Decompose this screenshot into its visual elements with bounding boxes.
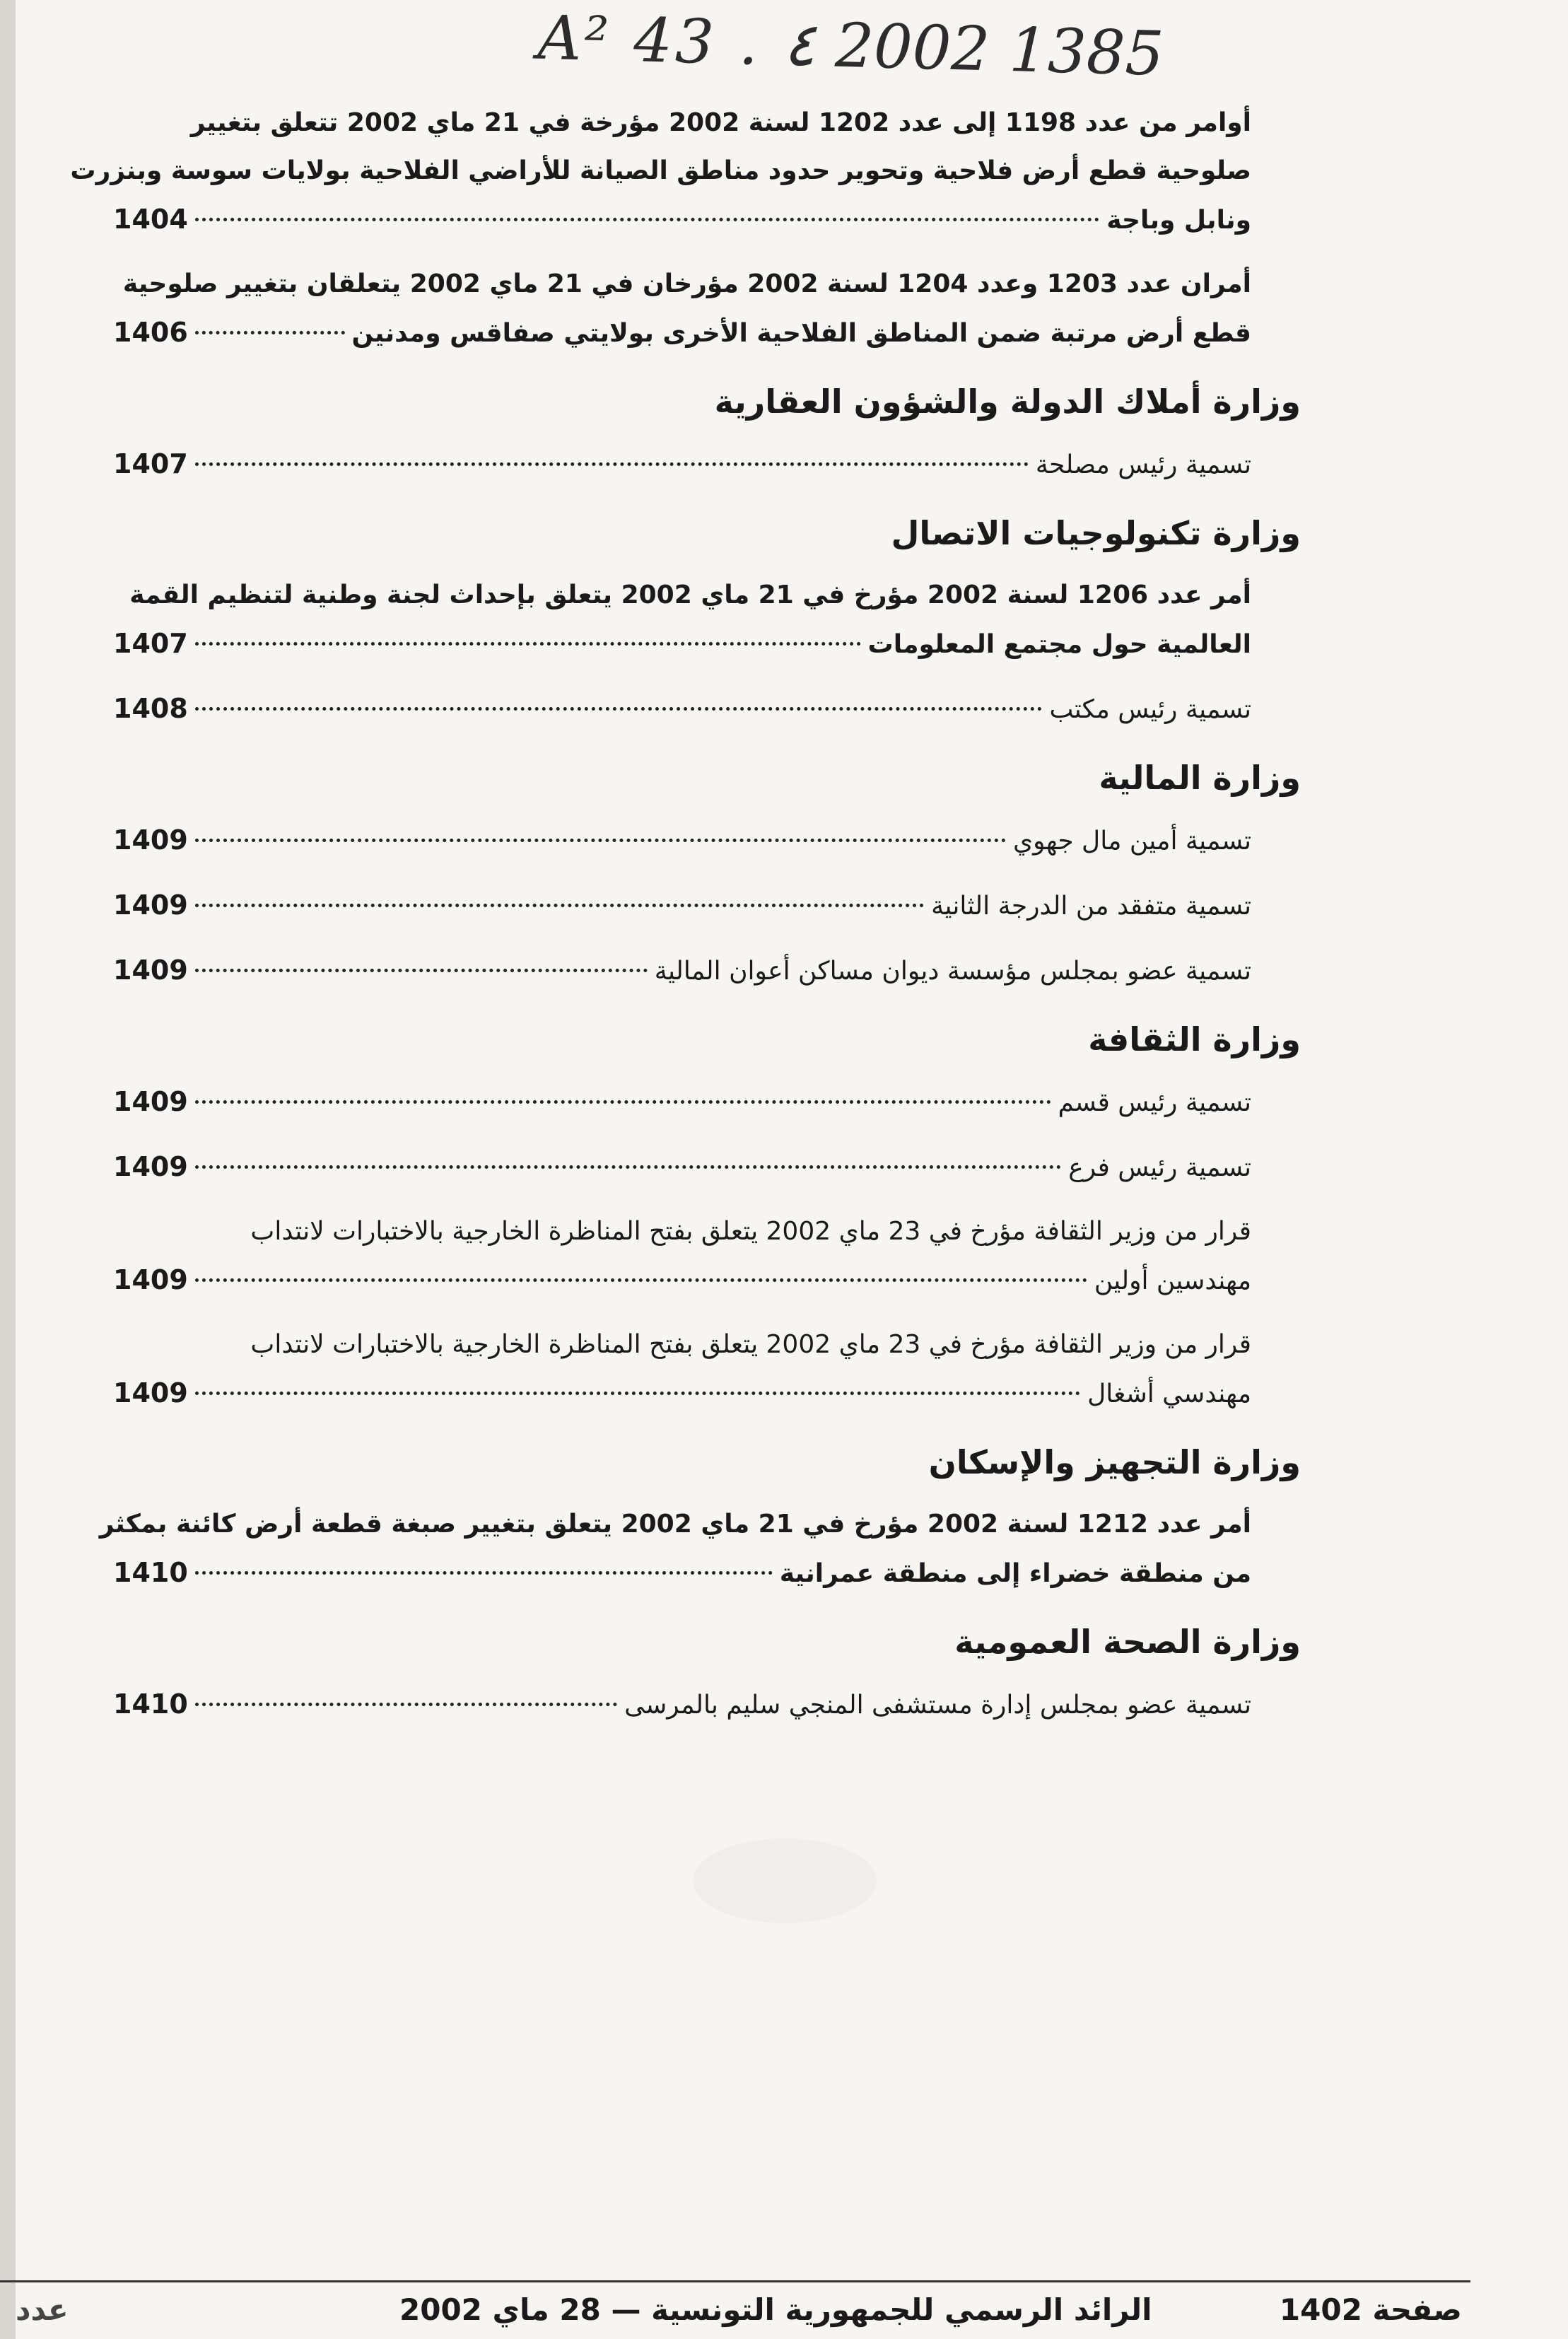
entry-title: تسمية رئيس مكتب (1049, 695, 1251, 724)
toc-entry (113, 1078, 1251, 1127)
handwritten-reference: A² 43 . ٤ 2002 1385 (537, 2, 1165, 90)
entry-leader-line (113, 1256, 1251, 1305)
ministry-heading: وزارة المالية (1099, 759, 1301, 797)
entry-leader-line (113, 881, 1251, 931)
page-footer (0, 2285, 1568, 2335)
entry-title: تسمية متفقد من الدرجة الثانية (931, 892, 1251, 921)
entry-title: تسمية أمين مال جهوي (1012, 827, 1251, 856)
paper-stain (693, 1838, 877, 1923)
entry-leader-line (113, 1369, 1251, 1418)
ministry-heading: وزارة تكنولوجيات الاتصال (891, 514, 1301, 552)
ministry-heading: وزارة الصحة العمومية (954, 1623, 1301, 1661)
dot-leader (195, 218, 1099, 221)
entry-page-number: 1407 (113, 628, 188, 659)
toc-entry (113, 946, 1251, 996)
entry-title: تسمية رئيس فرع (1068, 1153, 1251, 1182)
toc-entry (70, 99, 1251, 245)
dot-leader (195, 707, 1043, 711)
entry-text-line: أمر عدد 1212 لسنة 2002 مؤرخ في 21 ماي 2002 يتعلق بتغيير صبغة قطعة أرض كائنة بمكثر (99, 1510, 1251, 1539)
ministry-heading: وزارة أملاك الدولة والشؤون العقارية (714, 383, 1301, 421)
toc-entry (113, 440, 1251, 489)
entry-title: مهندسين أولين (1094, 1266, 1251, 1295)
entry-title: تسمية رئيس مصلحة (1035, 450, 1251, 479)
entry-title: تسمية عضو بمجلس إدارة مستشفى المنجي سليم بالمرسى (624, 1691, 1251, 1720)
footer-rule (0, 2280, 1470, 2282)
toc-entry (113, 260, 1251, 358)
toc-entry (113, 1680, 1251, 1730)
entry-page-number: 1410 (113, 1557, 188, 1588)
entry-title: ونابل وباجة (1106, 206, 1251, 235)
dot-leader (195, 969, 648, 972)
entry-text-line: قرار من وزير الثقافة مؤرخ في 23 ماي 2002 يتعلق بفتح المناظرة الخارجية بالاختبارات لانتداب (250, 1217, 1251, 1246)
ministry-heading: وزارة الثقافة (1088, 1020, 1301, 1058)
dot-leader (195, 642, 861, 646)
entry-text-line: أوامر من عدد 1198 إلى عدد 1202 لسنة 2002 مؤرخة في 21 ماي 2002 تتعلق بتغيير (190, 108, 1251, 137)
table-of-contents (70, 99, 1301, 1745)
footer-edge-text: عدد (16, 2292, 69, 2327)
dot-leader (195, 1165, 1062, 1169)
footer-page-label: صفحة 1402 (1279, 2292, 1462, 2327)
toc-entry (113, 1321, 1251, 1418)
entry-page-number: 1406 (113, 317, 188, 348)
toc-entry (113, 881, 1251, 931)
entry-title: العالمية حول مجتمع المعلومات (867, 630, 1251, 659)
dot-leader (195, 1278, 1087, 1282)
entry-page-number: 1409 (113, 824, 188, 856)
dot-leader (195, 331, 345, 334)
entry-page-number: 1408 (113, 693, 188, 724)
toc-entry (113, 816, 1251, 865)
entry-leader-line (113, 440, 1251, 489)
entry-title: قطع أرض مرتبة ضمن المناطق الفلاحية الأخرى بولايتي صفاقس ومدنين (351, 319, 1251, 348)
entry-page-number: 1409 (113, 889, 188, 921)
entry-leader-line (113, 684, 1251, 734)
entry-page-number: 1409 (113, 955, 188, 986)
entry-text-line: أمران عدد 1203 وعدد 1204 لسنة 2002 مؤرخان في 21 ماي 2002 يتعلقان بتغيير صلوحية (122, 269, 1251, 298)
entry-leader-line (113, 308, 1251, 358)
scan-edge (0, 0, 16, 2339)
entry-leader-line (113, 1548, 1251, 1598)
entry-leader-line (113, 1078, 1251, 1127)
footer-journal-title: الرائد الرسمي للجمهورية التونسية — 28 ماي 2002 (399, 2292, 1152, 2327)
entry-title: تسمية رئيس قسم (1058, 1088, 1251, 1117)
entry-title: من منطقة خضراء إلى منطقة عمرانية (779, 1559, 1251, 1588)
entry-page-number: 1409 (113, 1264, 188, 1295)
toc-entry (113, 1208, 1251, 1305)
entry-leader-line (113, 1143, 1251, 1192)
entry-leader-line (113, 816, 1251, 865)
entry-title: تسمية عضو بمجلس مؤسسة ديوان مساكن أعوان المالية (654, 957, 1251, 986)
entry-page-number: 1409 (113, 1086, 188, 1117)
toc-entry (113, 684, 1251, 734)
dot-leader (195, 1100, 1051, 1104)
dot-leader (195, 904, 924, 907)
entry-leader-line (113, 1680, 1251, 1730)
entry-title: مهندسي أشغال (1087, 1380, 1251, 1408)
ministry-heading: وزارة التجهيز والإسكان (928, 1443, 1301, 1481)
entry-page-number: 1407 (113, 448, 188, 479)
toc-entry (99, 1500, 1251, 1598)
entry-page-number: 1410 (113, 1688, 188, 1720)
dot-leader (195, 1571, 773, 1575)
entry-page-number: 1409 (113, 1377, 188, 1408)
toc-entry (113, 1143, 1251, 1192)
dot-leader (195, 839, 1006, 842)
entry-text-line: أمر عدد 1206 لسنة 2002 مؤرخ في 21 ماي 2002 يتعلق بإحداث لجنة وطنية لتنظيم القمة (129, 581, 1251, 609)
entry-text-line: صلوحية قطع أرض فلاحية وتحوير حدود مناطق الصيانة للأراضي الفلاحية بولايات سوسة وبنزرت (70, 156, 1251, 185)
dot-leader (195, 1392, 1080, 1395)
entry-leader-line (113, 946, 1251, 996)
toc-entry (113, 571, 1251, 669)
entry-text-line: قرار من وزير الثقافة مؤرخ في 23 ماي 2002 يتعلق بفتح المناظرة الخارجية بالاختبارات لانتداب (250, 1330, 1251, 1359)
entry-page-number: 1404 (113, 204, 188, 235)
entry-page-number: 1409 (113, 1151, 188, 1182)
dot-leader (195, 462, 1029, 466)
dot-leader (195, 1703, 617, 1706)
entry-leader-line (113, 619, 1251, 669)
entry-leader-line (113, 195, 1251, 245)
